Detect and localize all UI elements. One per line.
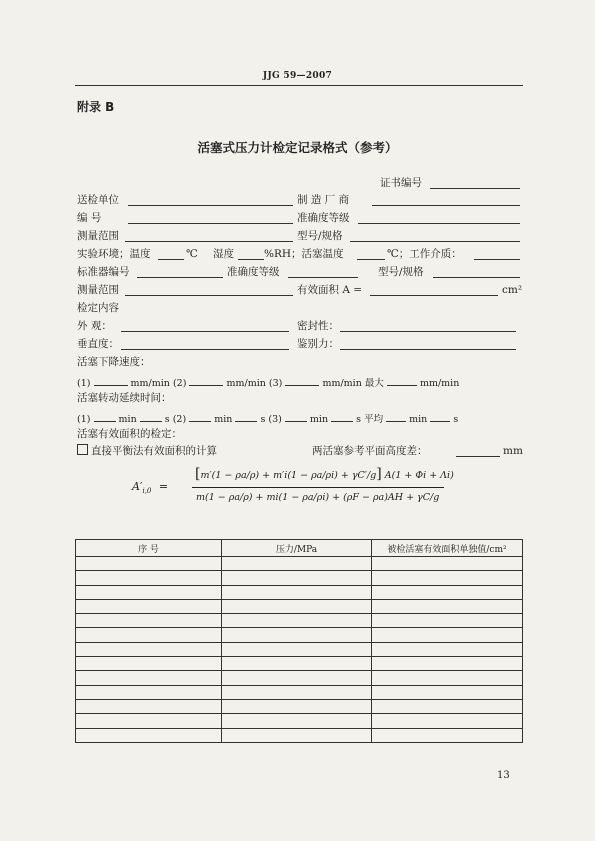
table-row bbox=[76, 628, 523, 642]
fall-max-field[interactable] bbox=[387, 373, 417, 386]
table-row bbox=[76, 614, 523, 628]
table-cell[interactable] bbox=[222, 585, 372, 599]
fall-1-field[interactable] bbox=[94, 373, 128, 386]
check-items-label: 检定内容 bbox=[77, 302, 119, 314]
std-serial-field[interactable] bbox=[137, 277, 223, 278]
table-cell[interactable] bbox=[222, 657, 372, 671]
std-serial-label: 标准器编号 bbox=[77, 266, 130, 278]
table-cell[interactable] bbox=[372, 642, 523, 656]
table-cell[interactable] bbox=[222, 699, 372, 713]
table-cell[interactable] bbox=[372, 571, 523, 585]
accuracy-label: 准确度等级 bbox=[297, 212, 350, 224]
table-cell[interactable] bbox=[76, 657, 222, 671]
table-header-row bbox=[76, 540, 523, 557]
eff-area-field[interactable] bbox=[370, 295, 498, 296]
table-row bbox=[76, 571, 523, 585]
table-cell[interactable] bbox=[76, 557, 222, 571]
table-row bbox=[76, 671, 523, 685]
fall-2-label: (2) bbox=[172, 378, 187, 389]
table-cell[interactable] bbox=[222, 685, 372, 699]
fall-max-unit: mm/min bbox=[419, 378, 460, 389]
direct-balance-row bbox=[77, 444, 217, 458]
verticality-label: 垂直度： bbox=[77, 338, 119, 350]
table-cell[interactable] bbox=[76, 571, 222, 585]
height-diff-label: 两活塞参考平面高度差： bbox=[312, 445, 428, 457]
env-hum-unit: %RH；活塞温度 bbox=[264, 248, 344, 260]
col-header-area: 被检活塞有效面积单独值/cm² bbox=[372, 540, 523, 557]
table-cell[interactable] bbox=[222, 571, 372, 585]
rot-time-label: 活塞转动延续时间： bbox=[77, 392, 172, 404]
col-header-index: 序 号 bbox=[76, 540, 222, 557]
table-cell[interactable] bbox=[222, 599, 372, 613]
table-cell[interactable] bbox=[372, 657, 523, 671]
eff-area-unit: cm² bbox=[502, 284, 523, 296]
formula-lhs: $A'_{i,0}$ = bbox=[132, 480, 169, 496]
rot-2-min-field[interactable] bbox=[189, 409, 211, 422]
table-cell[interactable] bbox=[222, 671, 372, 685]
table-cell[interactable] bbox=[372, 728, 523, 742]
appearance-field[interactable] bbox=[121, 331, 289, 332]
rot-2-s-unit: s bbox=[260, 414, 266, 425]
fall-max-label: 最大 bbox=[364, 378, 384, 389]
page-number: 13 bbox=[497, 770, 510, 781]
serial-field[interactable] bbox=[128, 223, 293, 224]
sender-field[interactable] bbox=[128, 205, 293, 206]
rot-2-s-field[interactable] bbox=[235, 409, 257, 422]
rot-1-s-field[interactable] bbox=[140, 409, 162, 422]
table-row bbox=[76, 599, 523, 613]
fall-3-unit: mm/min bbox=[322, 378, 362, 389]
table-cell[interactable] bbox=[222, 728, 372, 742]
table-cell[interactable] bbox=[76, 685, 222, 699]
table-cell[interactable] bbox=[76, 614, 222, 628]
direct-balance-label: 直接平衡法有效面积的计算 bbox=[91, 445, 217, 457]
env-temp-unit: ℃ bbox=[186, 248, 198, 260]
direct-balance-checkbox[interactable] bbox=[77, 444, 88, 455]
sensitivity-label: 鉴别力： bbox=[297, 338, 339, 350]
rot-3-s-unit: s bbox=[356, 414, 362, 425]
height-diff-field[interactable] bbox=[456, 456, 500, 457]
height-diff-unit: mm bbox=[503, 445, 523, 457]
cert-number-label: 证书编号 bbox=[380, 177, 422, 189]
table-cell[interactable] bbox=[372, 628, 523, 642]
rot-1-label: (1) bbox=[77, 414, 91, 425]
table-cell[interactable] bbox=[222, 642, 372, 656]
std-model-field[interactable] bbox=[433, 277, 520, 278]
fall-speed-label: 活塞下降速度： bbox=[77, 356, 151, 368]
accuracy-field[interactable] bbox=[358, 223, 520, 224]
range-label: 测量范围 bbox=[77, 230, 119, 242]
rot-2-label: (2) bbox=[172, 414, 187, 425]
env-hum-label: 湿度 bbox=[213, 248, 234, 260]
running-header: JJG 59—2007 bbox=[262, 71, 333, 81]
table-cell[interactable] bbox=[76, 728, 222, 742]
table-row bbox=[76, 557, 523, 571]
std-range-label: 测量范围 bbox=[77, 284, 119, 296]
fall-1-label: (1) bbox=[77, 378, 91, 389]
fall-3-field[interactable] bbox=[285, 373, 319, 386]
table-cell[interactable] bbox=[76, 599, 222, 613]
fall-2-field[interactable] bbox=[189, 373, 223, 386]
rot-1-min-unit: min bbox=[118, 414, 137, 425]
table-cell[interactable] bbox=[372, 714, 523, 728]
appendix-label: 附录 B bbox=[77, 100, 115, 114]
std-accuracy-label: 准确度等级 bbox=[227, 266, 280, 278]
fall-speed-row bbox=[77, 373, 459, 391]
piston-temp-unit: ℃；工作介质： bbox=[387, 248, 462, 260]
formula-numerator: [m′(1 − ρa/ρ) + m′i(1 − ρa/ρi) + γC′/g] A(1 + Φi + Λi) bbox=[195, 466, 454, 482]
formula-fraction-bar bbox=[192, 487, 444, 488]
table-cell[interactable] bbox=[372, 685, 523, 699]
results-table bbox=[75, 539, 523, 743]
cert-number-row bbox=[380, 176, 422, 190]
appearance-label: 外 观： bbox=[77, 320, 112, 332]
rot-time-row bbox=[77, 409, 458, 427]
col-header-pressure: 压力/MPa bbox=[222, 540, 372, 557]
table-row bbox=[76, 699, 523, 713]
rot-3-min-unit: min bbox=[309, 414, 329, 425]
table-cell[interactable] bbox=[76, 671, 222, 685]
rot-avg-min-field[interactable] bbox=[386, 409, 406, 422]
page-title: 活塞式压力计检定记录格式（参考） bbox=[197, 140, 398, 155]
table-cell[interactable] bbox=[222, 628, 372, 642]
table-row bbox=[76, 585, 523, 599]
table-row bbox=[76, 714, 523, 728]
table-cell[interactable] bbox=[76, 642, 222, 656]
rot-avg-s-unit: s bbox=[453, 414, 459, 425]
std-model-label: 型号/规格 bbox=[378, 266, 424, 278]
area-check-label: 活塞有效面积的检定： bbox=[77, 428, 182, 440]
sealing-label: 密封性： bbox=[297, 320, 339, 332]
rot-avg-label: 平均 bbox=[364, 414, 384, 425]
table-row bbox=[76, 642, 523, 656]
range-field[interactable] bbox=[125, 241, 293, 242]
table-cell[interactable] bbox=[76, 585, 222, 599]
table-row bbox=[76, 657, 523, 671]
maker-label: 制 造 厂 商 bbox=[297, 194, 350, 206]
table-cell[interactable] bbox=[372, 699, 523, 713]
medium-field[interactable] bbox=[474, 259, 520, 260]
env-hum-field[interactable] bbox=[238, 259, 264, 260]
sensitivity-field[interactable] bbox=[340, 349, 516, 350]
rot-3-min-field[interactable] bbox=[285, 409, 307, 422]
env-temp-label: 实验环境；温度 bbox=[77, 248, 151, 260]
sender-label: 送检单位 bbox=[77, 194, 119, 206]
rot-3-label: (3) bbox=[268, 414, 282, 425]
table-cell[interactable] bbox=[372, 671, 523, 685]
model-label: 型号/规格 bbox=[297, 230, 343, 242]
std-accuracy-field[interactable] bbox=[288, 277, 358, 278]
rot-1-min-field[interactable] bbox=[94, 409, 116, 422]
table-cell[interactable] bbox=[76, 714, 222, 728]
formula-denominator: m(1 − ρa/ρ) + mi(1 − ρa/ρi) + (ρF − ρa)AH + γC/g bbox=[196, 492, 440, 503]
eff-area-label: 有效面积 A = bbox=[297, 284, 363, 296]
table-cell[interactable] bbox=[372, 557, 523, 571]
table-cell[interactable] bbox=[372, 614, 523, 628]
rot-2-min-unit: min bbox=[214, 414, 233, 425]
rot-avg-s-field[interactable] bbox=[430, 409, 450, 422]
table-cell[interactable] bbox=[372, 585, 523, 599]
rot-1-s-unit: s bbox=[164, 414, 170, 425]
std-range-field[interactable] bbox=[125, 295, 293, 296]
serial-label: 编 号 bbox=[77, 212, 102, 224]
fall-3-label: (3) bbox=[268, 378, 283, 389]
piston-temp-field[interactable] bbox=[357, 259, 385, 260]
table-cell[interactable] bbox=[222, 714, 372, 728]
table-row bbox=[76, 728, 523, 742]
sealing-field[interactable] bbox=[340, 331, 516, 332]
rot-avg-min-unit: min bbox=[409, 414, 428, 425]
table-cell[interactable] bbox=[372, 599, 523, 613]
maker-field[interactable] bbox=[372, 205, 520, 206]
table-cell[interactable] bbox=[76, 628, 222, 642]
fall-1-unit: mm/min bbox=[130, 378, 170, 389]
env-temp-field[interactable] bbox=[158, 259, 184, 260]
table-cell[interactable] bbox=[76, 699, 222, 713]
model-field[interactable] bbox=[350, 241, 520, 242]
table-cell[interactable] bbox=[222, 557, 372, 571]
header-rule bbox=[75, 85, 523, 86]
fall-2-unit: mm/min bbox=[226, 378, 266, 389]
table-row bbox=[76, 685, 523, 699]
cert-number-field[interactable] bbox=[430, 188, 520, 189]
table-cell[interactable] bbox=[222, 614, 372, 628]
rot-3-s-field[interactable] bbox=[331, 409, 353, 422]
verticality-field[interactable] bbox=[121, 349, 289, 350]
